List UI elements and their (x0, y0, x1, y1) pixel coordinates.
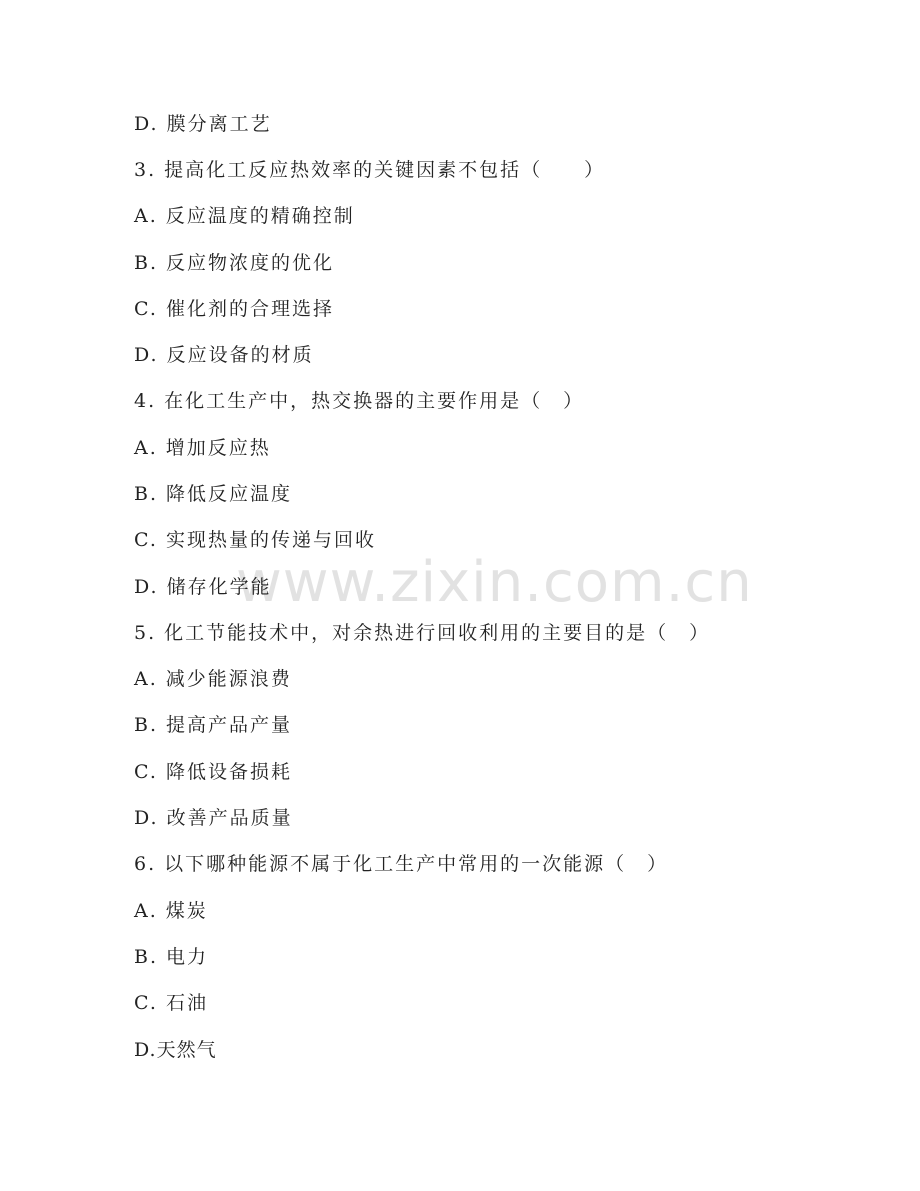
question-5-option-d: D. 改善产品质量 (134, 807, 293, 829)
question-6-option-d: D.天然气 (134, 1039, 217, 1061)
question-5: 5. 化工节能技术中，对余热进行回收利用的主要目的是（ ） (134, 622, 711, 644)
question-3-option-c: C. 催化剂的合理选择 (134, 298, 334, 320)
question-3-option-a: A. 反应温度的精确控制 (134, 205, 355, 227)
question-5-option-b: B. 提高产品产量 (134, 714, 293, 736)
question-3-option-b: B. 反应物浓度的优化 (134, 252, 335, 274)
question-5-option-c: C. 降低设备损耗 (134, 761, 292, 783)
question-4-option-a: A. 增加反应热 (134, 437, 271, 459)
question-3: 3. 提高化工反应热效率的关键因素不包括（ ） (134, 159, 606, 181)
question-5-option-a: A. 减少能源浪费 (134, 668, 292, 690)
option-d-membrane-separation: D. 膜分离工艺 (134, 113, 272, 135)
watermark: www.zixin.com.cn (236, 550, 753, 615)
question-4-option-d: D. 储存化学能 (134, 576, 272, 598)
question-4-option-c: C. 实现热量的传递与回收 (134, 529, 376, 551)
question-6-option-a: A. 煤炭 (134, 900, 208, 922)
question-4: 4. 在化工生产中，热交换器的主要作用是（ ） (134, 390, 585, 412)
question-6: 6. 以下哪种能源不属于化工生产中常用的一次能源（ ） (134, 853, 669, 875)
question-4-option-b: B. 降低反应温度 (134, 483, 293, 505)
question-6-option-b: B. 电力 (134, 946, 209, 968)
question-3-option-d: D. 反应设备的材质 (134, 344, 314, 366)
question-6-option-c: C. 石油 (134, 992, 208, 1014)
